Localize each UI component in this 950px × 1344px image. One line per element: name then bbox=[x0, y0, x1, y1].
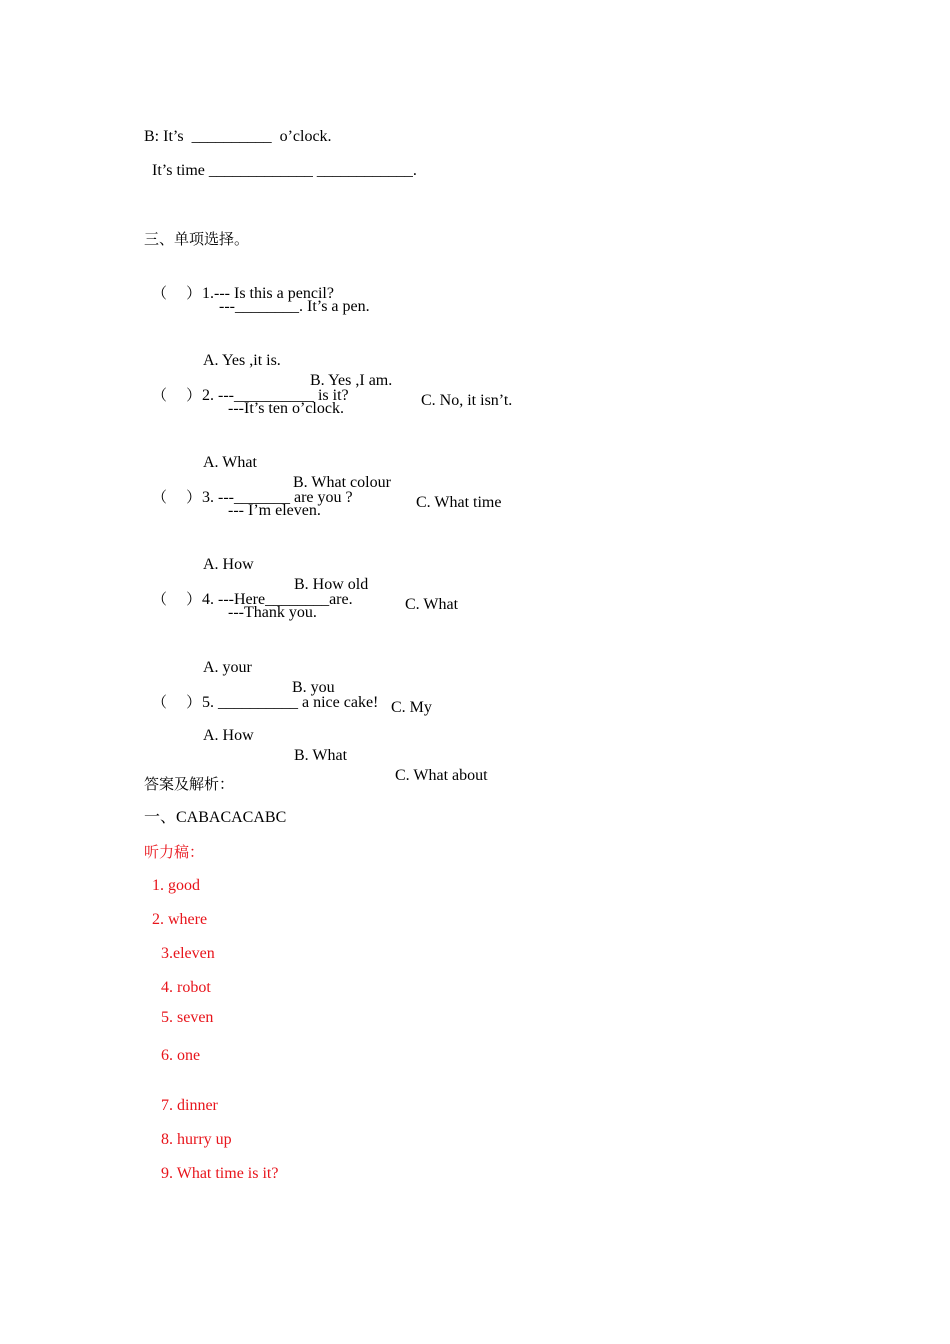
question-stem: 3. ---_______ are you ? bbox=[202, 489, 353, 506]
listening-item-9: 9. What time is it? bbox=[161, 1165, 279, 1182]
listening-item-4: 4. robot bbox=[161, 979, 211, 996]
question-2-reply: ---It’s ten o’clock. bbox=[228, 400, 344, 417]
fill-in-line-its-time: It’s time _____________ ____________. bbox=[152, 162, 417, 179]
option-c: C. What bbox=[405, 596, 459, 613]
option-a: A. How bbox=[203, 556, 254, 573]
option-a: A. How bbox=[203, 727, 254, 744]
question-stem: 1.--- Is this a pencil? bbox=[202, 285, 334, 302]
question-1-reply: ---________. It’s a pen. bbox=[219, 298, 370, 315]
question-stem: 4. ---Here________are. bbox=[202, 591, 353, 608]
answer-blank-paren: （ ） bbox=[152, 488, 202, 506]
answer-blank-paren: （ ） bbox=[152, 284, 202, 302]
question-4 bbox=[144, 569, 353, 608]
question-3-reply: --- I’m eleven. bbox=[228, 502, 321, 519]
answers-part1: 一、CABACACABC bbox=[144, 809, 287, 826]
question-stem: 2. ---__________ is it? bbox=[202, 387, 349, 404]
option-c: C. What time bbox=[416, 494, 502, 511]
listening-item-6: 6. one bbox=[161, 1047, 201, 1064]
option-b: B. you bbox=[292, 679, 335, 696]
answer-blank-paren: （ ） bbox=[152, 693, 202, 711]
section-heading-multiple-choice: 三、单项选择。 bbox=[144, 230, 250, 248]
option-a: A. Yes ,it is. bbox=[203, 352, 281, 369]
question-stem: 5. __________ a nice cake! bbox=[202, 694, 379, 711]
listening-item-2: 2. where bbox=[152, 911, 208, 928]
fill-in-line-oclock: B: It’s __________ o’clock. bbox=[144, 128, 332, 145]
answers-heading: 答案及解析： bbox=[144, 775, 235, 793]
question-5 bbox=[144, 672, 379, 711]
option-b: B. How old bbox=[294, 576, 369, 593]
option-c: C. No, it isn’t. bbox=[421, 392, 513, 409]
option-b: B. Yes ,I am. bbox=[310, 372, 393, 389]
listening-script-title: 听力稿： bbox=[144, 843, 205, 861]
option-a: A. your bbox=[203, 659, 252, 676]
answer-blank-paren: （ ） bbox=[152, 590, 202, 608]
option-a: A. What bbox=[203, 454, 257, 471]
listening-item-8: 8. hurry up bbox=[161, 1131, 232, 1148]
listening-item-5: 5. seven bbox=[161, 1009, 214, 1026]
question-2 bbox=[144, 365, 349, 404]
question-1 bbox=[144, 263, 334, 302]
option-c: C. My bbox=[391, 699, 432, 716]
option-b: B. What colour bbox=[293, 474, 391, 491]
answer-blank-paren: （ ） bbox=[152, 386, 202, 404]
listening-item-1: 1. good bbox=[152, 877, 200, 894]
listening-item-7: 7. dinner bbox=[161, 1097, 218, 1114]
question-4-reply: ---Thank you. bbox=[228, 604, 317, 621]
option-b: B. What bbox=[294, 747, 348, 764]
option-c: C. What about bbox=[395, 767, 488, 784]
listening-item-3: 3.eleven bbox=[161, 945, 215, 962]
